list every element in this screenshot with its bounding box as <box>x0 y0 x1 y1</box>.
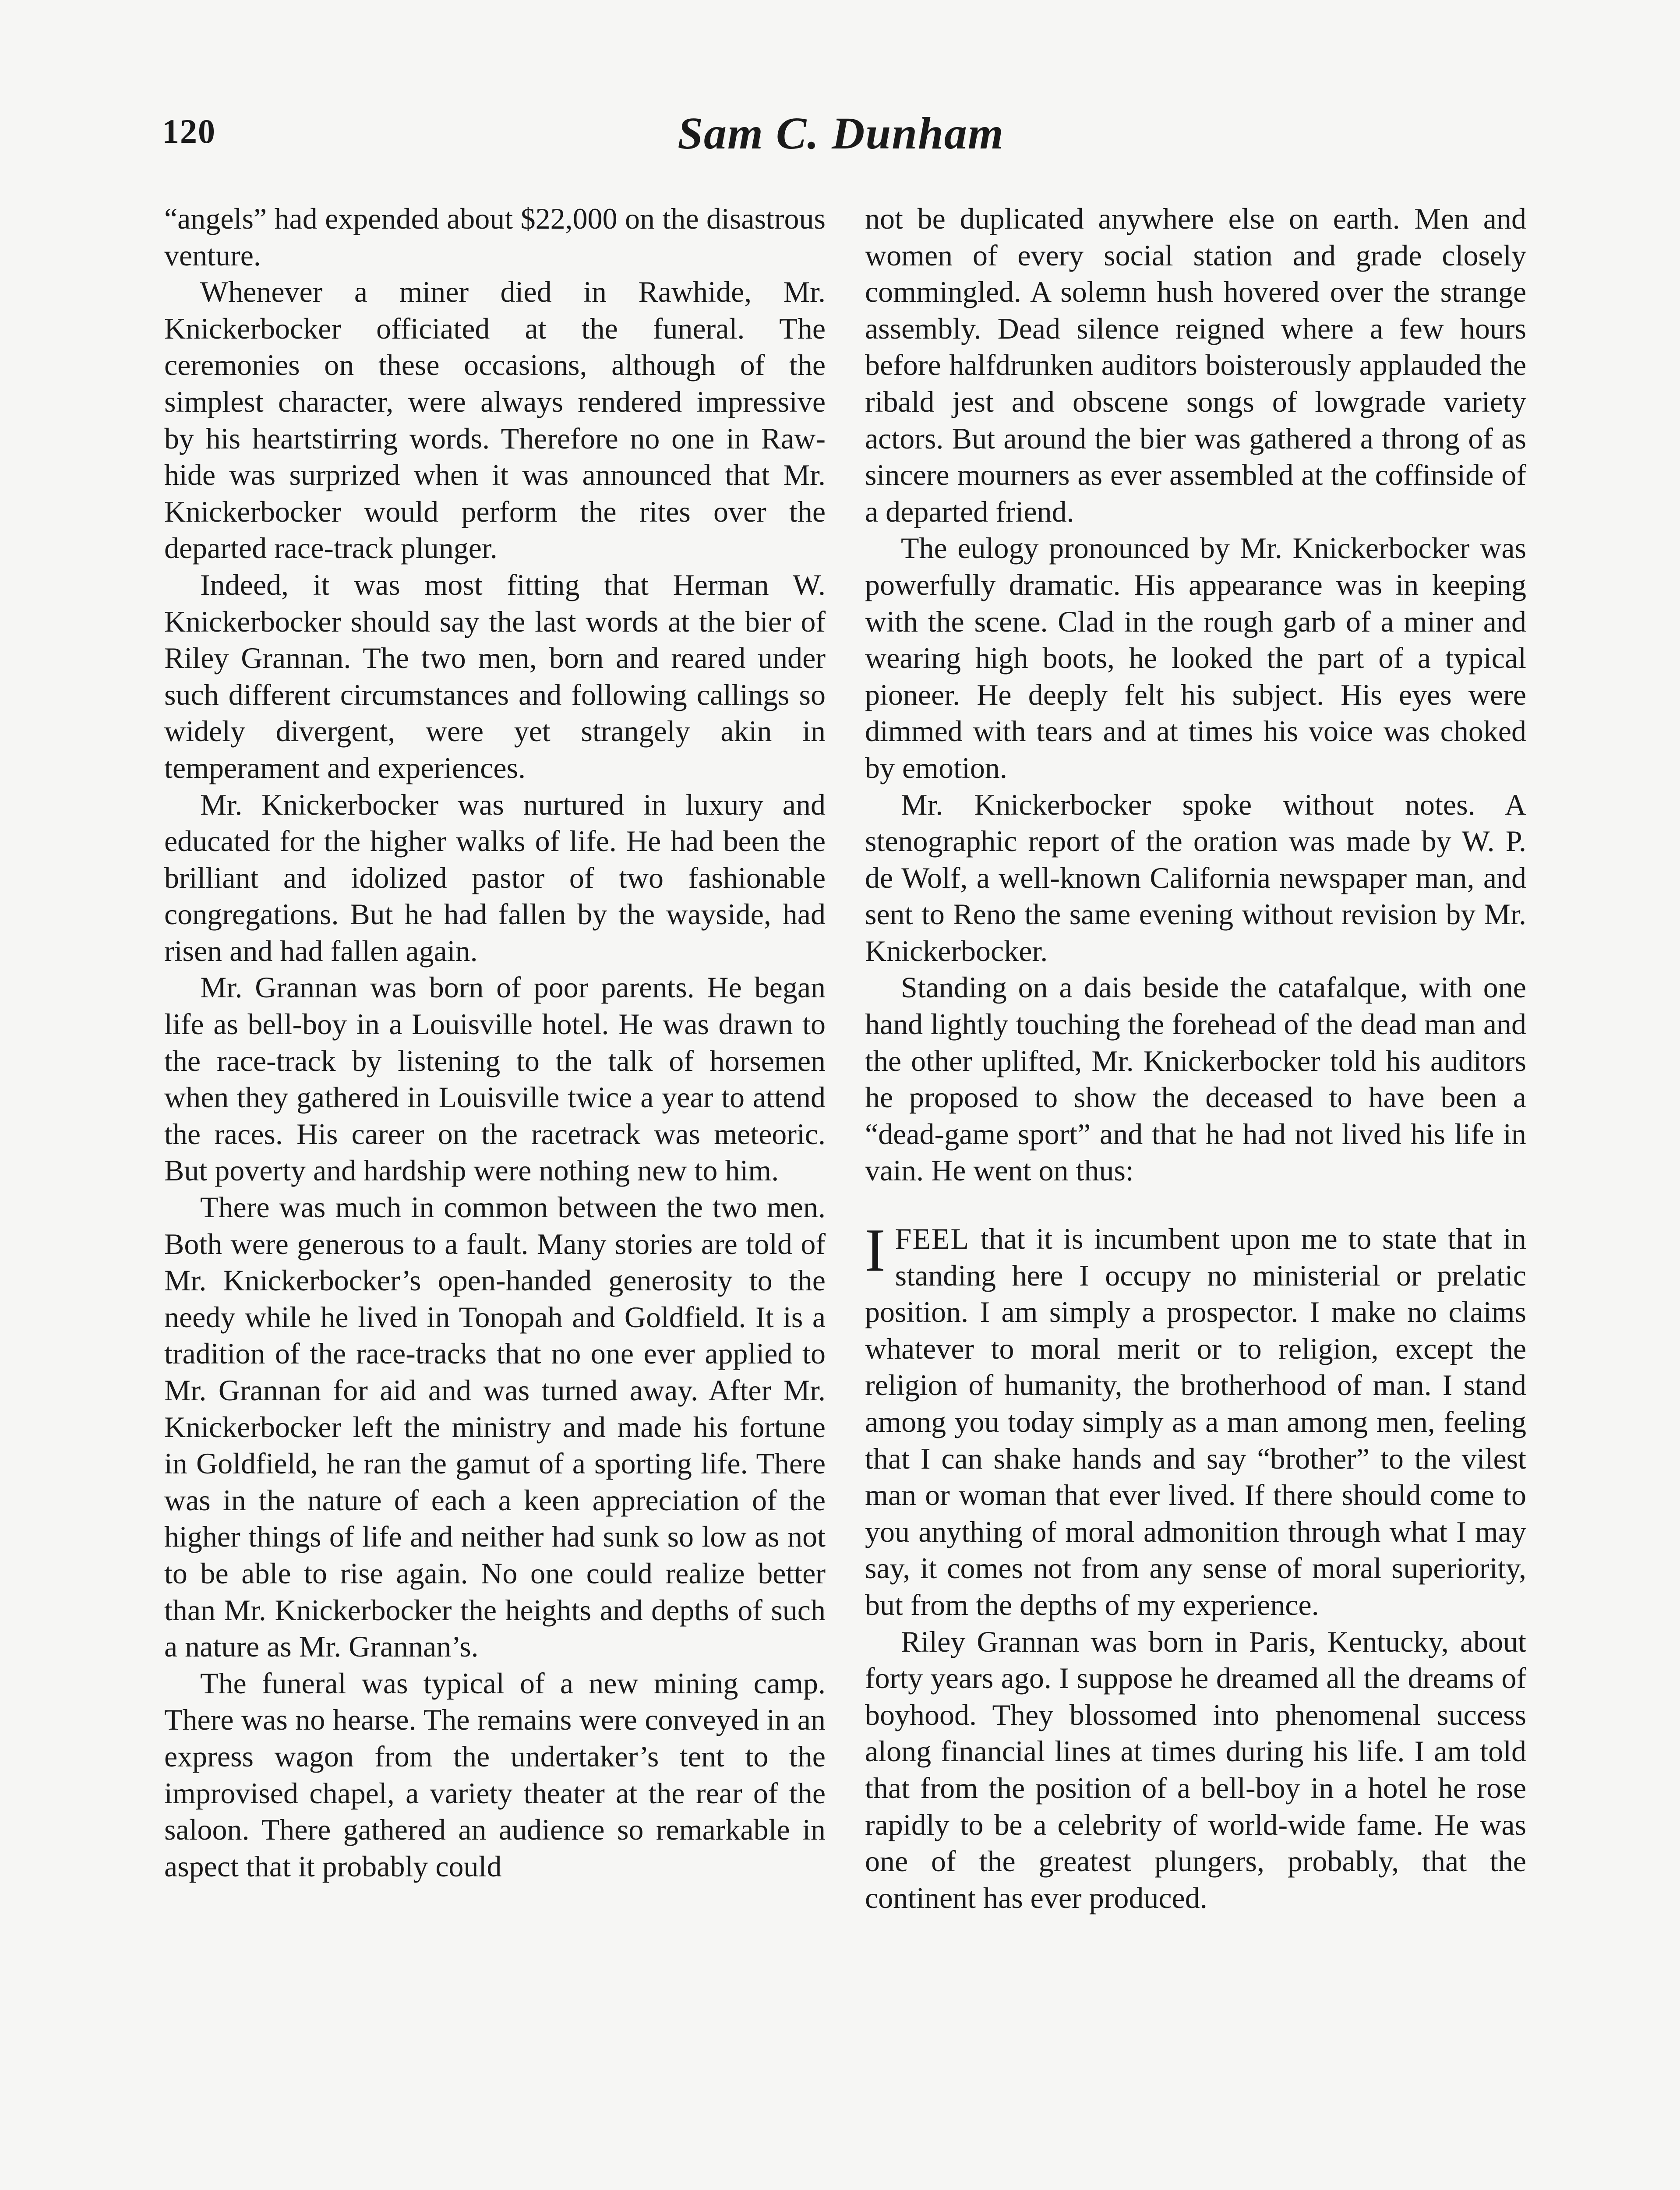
page-number: 120 <box>162 112 216 150</box>
paragraph: The funeral was typical of a new mining camp. There was no hearse. The remains were conveyed in an express wagon from the undertaker’s tent to the improvised chapel, a variety theater at the rear of the saloon. There gathered an audience so remarkable in aspect that it probably could <box>164 1666 826 1883</box>
paragraph: Riley Grannan was born in Paris, Kentucky, about forty years ago. I suppose he dreamed all the dreams of boyhood. They blossomed into phenomenal success along financial lines at times during his life. I am told that from the position of a bell-boy in a hotel he rose rapidly to be a celebrity of world-wide fame. He was one of the greatest plungers, probably, that the continent has ever produced. <box>865 1625 1526 1914</box>
paragraph: There was much in common between the two men. Both were generous to a fault. Many stories are told of Mr. Knickerbocker’s open-handed generosity to the needy while he lived in Tonopah and Goldfield. It is a tradition of the race-tracks that no one ever applied to Mr. Grannan for aid and was turned away. After Mr. Knickerbocker left the ministry and made his fortune in Goldfield, he ran the gamut of a sporting life. There was in the nature of each a keen appreciation of the higher things of life and neither had sunk so low as not to be able to rise again. No one could realize better than Mr. Knickerbocker the heights and depths of such a nature as Mr. Grannan’s. <box>164 1190 826 1664</box>
right-column <box>865 201 1526 1916</box>
paragraph: not be duplicated anywhere else on earth. Men and women of every social station and grade closely commingled. A solemn hush hovered over the strange assembly. Dead silence reigned where a few hours before halfdrunken auditors boisterously applauded the ribald jest and obscene songs of lowgrade variety actors. But around the bier was gathered a throng of as sincere mourners as ever assembled at the coffinside of a departed friend. <box>865 202 1526 528</box>
speech-lead-word: FEEL <box>895 1222 970 1256</box>
paragraph: Indeed, it was most fitting that Herman W. Knickerbocker should say the last words at the bier of Riley Grannan. The two men, born and reared under such different circumstances and following callings so widely divergent, were yet strangely akin in temperament and experiences. <box>164 568 826 784</box>
speech-opening-paragraph <box>865 1216 1526 1624</box>
drop-cap: I <box>865 1216 886 1285</box>
paragraph: The eulogy pronounced by Mr. Knickerbocker was powerfully dramatic. His appearance was in keeping with the scene. Clad in the rough garb of a miner and wearing high boots, he looked the part of a typical pioneer. He deeply felt his subject. His eyes were dimmed with tears and at times his voice was choked by emotion. <box>865 531 1526 784</box>
paragraph: “angels” had expended about $22,000 on the disastrous venture. <box>164 202 826 272</box>
speech-text: that it is incumbent upon me to state that in standing here I occupy no ministerial or prelatic position. I am simply a prospector. I make no claims whatever to moral merit or to religion, except the religion of humanity, the brotherhood of man. I stand among you today simply as a man among men, feeling that I can shake hands and say “brother” to the vilest man or woman that ever lived. If there should come to you anything of moral admonition through what I may say, it comes not from any sense of moral superiority, but from the depths of my experience. <box>865 1222 1526 1621</box>
running-head: Sam C. Dunham <box>678 108 1004 159</box>
paragraph: Mr. Knickerbocker was nurtured in luxury and educated for the higher walks of life. He had been the brilliant and idolized pastor of two fashionable congregations. But he had fallen by the wayside, had risen and had fallen again. <box>164 788 826 968</box>
paragraph: Whenever a miner died in Rawhide, Mr. Knickerbocker officiated at the funeral. The ceremonies on these occasions, although of the simplest character, were always rendered impressive by his heartstirring words. Therefore no one in Rawhide was surprized when it was announced that Mr. Knickerbocker would perform the rites over the departed race-track plunger. <box>164 275 826 565</box>
paragraph: Standing on a dais beside the catafalque, with one hand lightly touching the forehead of the dead man and the other uplifted, Mr. Knickerbocker told his auditors he proposed to show the deceased to have been a “dead-game sport” and that he had not lived his life in vain. He went on thus: <box>865 971 1526 1187</box>
paragraph: Mr. Knickerbocker spoke without notes. A stenographic report of the oration was made by W. P. de Wolf, a well-known California newspaper man, and sent to Reno the same evening without revision by Mr. Knickerbocker. <box>865 788 1526 968</box>
page-header <box>162 107 1520 160</box>
left-column <box>164 201 826 1885</box>
paragraph: Mr. Grannan was born of poor parents. He began life as bell-boy in a Louisville hotel. He was drawn to the race-track by listening to the talk of horsemen when they gathered in Louisville twice a year to attend the races. His career on the racetrack was meteoric. But poverty and hardship were nothing new to him. <box>164 971 826 1187</box>
